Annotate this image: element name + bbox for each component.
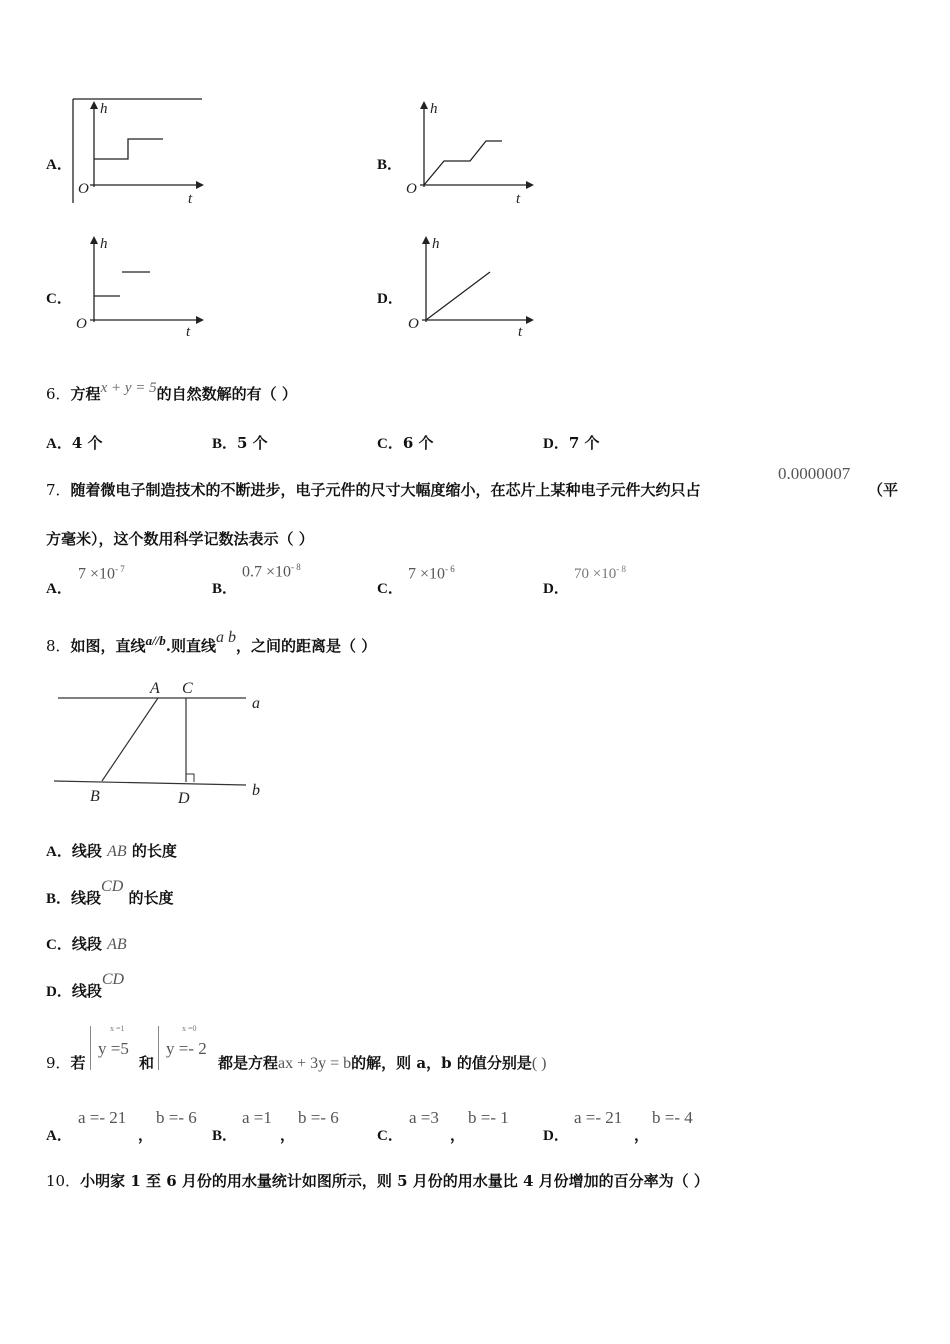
origin-label: O — [78, 181, 89, 197]
q9-and: 和 — [139, 1054, 155, 1072]
q5-graph-c — [70, 230, 210, 342]
q6-number: 6． — [46, 385, 71, 403]
y-arrow — [420, 101, 428, 109]
q7-number: 7． — [46, 481, 71, 499]
q7-value: 0.0000007 — [778, 464, 851, 483]
line-a-label: a — [252, 695, 260, 712]
q7-option-b-expr: $0.7 \times 10^{- 8}$ — [242, 562, 301, 581]
graph-line — [424, 141, 502, 185]
q9-option-b-b: b =- 6 — [298, 1108, 339, 1127]
q6-option-c: C．6 个 — [377, 434, 434, 452]
t-label: t — [516, 191, 521, 207]
line-b-label: b — [252, 782, 260, 799]
h-label: h — [100, 236, 108, 252]
q9-option-b-sep: ， — [280, 1126, 296, 1144]
q9-system-1: x =1 y =5 — [88, 1024, 138, 1072]
x-arrow — [196, 181, 204, 189]
q9-option-c-sep: ， — [450, 1126, 466, 1144]
q9-option-b-a: a =1 — [242, 1108, 272, 1127]
q9-option-d-label: D． — [543, 1128, 569, 1144]
q7-option-a-label: A． — [46, 581, 72, 597]
q9-option-a-label: A． — [46, 1128, 72, 1144]
t-label: t — [518, 324, 523, 340]
q8-stem — [46, 629, 377, 656]
t-label: t — [186, 324, 191, 340]
point-a-label: A — [150, 680, 160, 697]
x-arrow — [196, 316, 204, 324]
q10-number: 10． — [46, 1172, 81, 1190]
q8-condition: a//b — [145, 633, 166, 648]
origin-label: O — [76, 316, 87, 332]
point-c-label: C — [182, 680, 193, 697]
graph-line — [426, 272, 490, 320]
y-arrow — [90, 236, 98, 244]
brace-2 — [158, 1026, 164, 1070]
q7-option-d-expr: $70 \times 10^{- 8}$ — [574, 564, 626, 582]
graph-line — [94, 139, 163, 159]
segment-ab — [102, 698, 158, 781]
q9-option-c-b: b =- 1 — [468, 1108, 509, 1127]
h-label: h — [432, 236, 440, 252]
q8-pre: 如图，直线 — [70, 637, 146, 655]
q7-stem-line1 — [46, 479, 701, 500]
q9-option-a-a: a =- 21 — [78, 1108, 127, 1127]
q6-option-a: A．4 个 — [46, 434, 103, 452]
q9-option-a-sep: ， — [138, 1126, 154, 1144]
y-arrow — [90, 101, 98, 109]
q5-graph-d — [400, 230, 540, 342]
q7-stem-line2: 方毫米），这个数用科学记数法表示（ ） — [46, 530, 314, 548]
right-angle-mark — [186, 774, 194, 782]
q9-rest: 都是方程ax + 3y = b的解，则 a，b 的值分别是( ) — [218, 1054, 547, 1072]
q8-option-d: D．线段CD — [46, 971, 125, 1000]
q8-figure — [50, 675, 280, 810]
q7-text1: 随着微电子制造技术的不断进步，电子元件的尺寸大幅度缩小，在芯片上某种电子元件大约只占 — [70, 481, 701, 499]
q8-option-b: B．线段CD 的长度 — [46, 878, 174, 907]
h-label: h — [430, 101, 438, 117]
q9-option-a-b: b =- 6 — [156, 1108, 197, 1127]
q9-option-d-a: a =- 21 — [574, 1108, 623, 1127]
point-d-label: D — [178, 790, 190, 807]
q9-option-d-sep: ， — [634, 1126, 650, 1144]
t-label: t — [188, 191, 193, 207]
q8-mid: .则直线 — [165, 637, 217, 655]
q7-option-c-label: C． — [377, 581, 403, 597]
origin-label: O — [408, 316, 419, 332]
q9-option-d-b: b =- 4 — [652, 1108, 693, 1127]
q7-option-d-label: D． — [543, 581, 569, 597]
q8-number: 8． — [46, 637, 71, 655]
q9-option-b-label: B． — [212, 1128, 238, 1144]
q7-unit: （平 — [868, 481, 899, 499]
x-arrow — [526, 181, 534, 189]
q8-option-a: A．线段 AB 的长度 — [46, 842, 177, 860]
origin-label: O — [406, 181, 417, 197]
q9-number-pre: 9．若 — [46, 1054, 86, 1072]
q5-option-a-label: A． — [46, 157, 72, 173]
q9-system-2: x =0 y =- 2 — [156, 1024, 218, 1072]
q5-graph-a — [70, 95, 210, 207]
q5-graph-b — [400, 95, 540, 207]
q5-option-b-label: B． — [377, 157, 403, 173]
q9-option-c-a: a =3 — [409, 1108, 439, 1127]
point-b-label: B — [90, 788, 100, 805]
q6-stem — [46, 380, 297, 404]
q7-option-b-label: B． — [212, 581, 238, 597]
q5-option-d-label: D． — [377, 291, 403, 307]
q8-option-c: C．线段 AB — [46, 935, 127, 953]
q6-post: 的自然数解的有（ ） — [156, 385, 297, 403]
x-arrow — [526, 316, 534, 324]
q7-option-a-expr: $7 \times 10^{- 7}$ — [78, 564, 125, 583]
q6-option-b: B．5 个 — [212, 434, 268, 452]
q6-pre: 方程 — [70, 385, 101, 403]
q10-stem — [46, 1170, 709, 1191]
q8-post: ，之间的距离是（ ） — [236, 637, 377, 655]
q5-option-c-label: C． — [46, 291, 72, 307]
line-b — [54, 781, 246, 785]
h-label: h — [100, 101, 108, 117]
q7-option-c-expr: $7 \times 10^{- 6}$ — [408, 564, 455, 583]
q6-equation: x + y = 5 — [100, 380, 157, 396]
q10-text: 小明家 1 至 6 月份的用水量统计如图所示，则 5 月份的用水量比 4 月份增加的百分率为（ ） — [80, 1172, 709, 1190]
q6-option-d: D．7 个 — [543, 434, 600, 452]
q9-option-c-label: C． — [377, 1128, 403, 1144]
brace-1 — [90, 1026, 96, 1070]
q8-lines: a b — [216, 629, 237, 646]
y-arrow — [422, 236, 430, 244]
